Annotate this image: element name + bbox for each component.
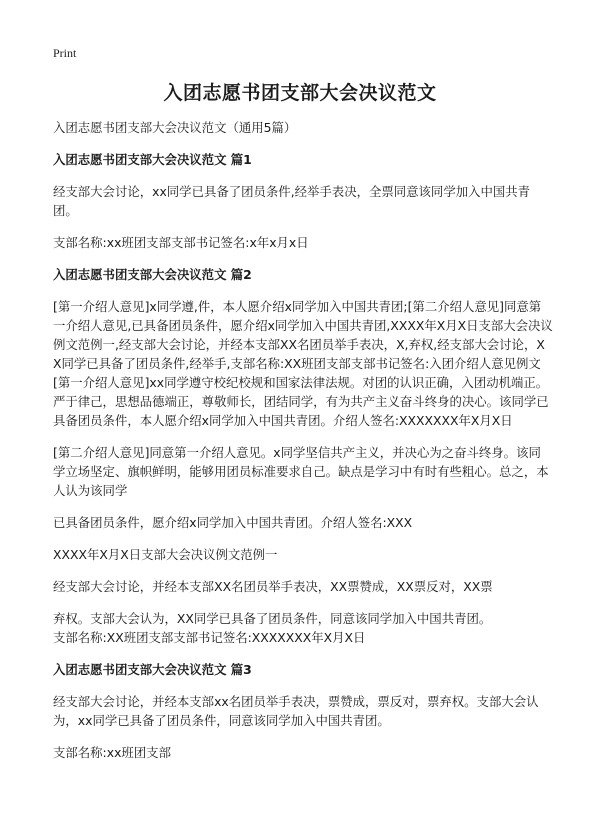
paragraph: 支部名称:xx班团支部 — [53, 745, 171, 760]
paragraph: [第一介绍人意见]x同学遵,件，本人愿介绍x同学加入中国共青团;[第二介绍人意见]同意第一介绍人意见,已具备团员条件，愿介绍x同学加入中国共青团,XXXX年X月X日支部大会决议例文范例一,经支部大会讨论，并经本支部XX名团员举手表决，X,弃权,经支部大会讨论，XX同学已具备了团员条件,经举手,支部名称:XX班团支部支部书记签名:入团介绍人意见例文[第一介绍人意见]xx同学遵守校纪校规和国家法律法规。对团的认识正确，入团动机端正。严于律己，思想品德端正，尊敬师长，团结同学，有为共产主义奋斗终身的决心。该同学已具备团员条件，本人愿介绍x同学加入中国共青团。介绍人签名:XXXXXXX年X月X日 — [53, 299, 553, 428]
document-subtitle: 入团志愿书团支部大会决议范文（通用5篇） — [53, 120, 297, 135]
paragraph: 经支部大会讨论，xx同学已具备了团员条件,经举手表决，全票同意该同学加入中国共青团。 — [53, 184, 531, 218]
section-heading: 入团志愿书团支部大会决议范文 篇2 — [53, 267, 252, 282]
paragraph: 支部名称:xx班团支部支部书记签名:x年x月x日 — [53, 235, 309, 250]
section-heading: 入团志愿书团支部大会决议范文 篇3 — [53, 662, 252, 677]
paragraph: 弃权。支部大会认为，XX同学已具备了团员条件，同意该同学加入中国共青团。 — [53, 611, 492, 626]
document-body — [53, 118, 553, 775]
document-title: 入团志愿书团支部大会决议范文 — [163, 82, 437, 104]
paragraph: [第二介绍人意见]同意第一介绍人意见。x同学坚信共产主义，并决心为之奋斗终身。该同学立场坚定、旗帜鲜明，能够用团员标准要求自己。缺点是学习中有时有些粗心。总之，本人认为该同学 — [53, 445, 549, 498]
section-heading: 入团志愿书团支部大会决议范文 篇1 — [53, 152, 252, 167]
paragraph: XXXX年X月X日支部大会决议例文范例一 — [53, 547, 278, 562]
paragraph: 经支部大会讨论，并经本支部XX名团员举手表决，XX票赞成，XX票反对，XX票 — [53, 579, 493, 594]
paragraph: 支部名称:XX班团支部支部书记签名:XXXXXXX年X月X日 — [53, 630, 366, 645]
paragraph: 经支部大会讨论，并经本支部xx名团员举手表决，票赞成，票反对，票弃权。支部大会认为，xx同学已具备了团员条件，同意该同学加入中国共青团。 — [53, 694, 539, 728]
print-label: Print — [53, 46, 77, 60]
paragraph: 已具备团员条件，愿介绍x同学加入中国共青团。介绍人签名:XXX — [53, 515, 413, 530]
